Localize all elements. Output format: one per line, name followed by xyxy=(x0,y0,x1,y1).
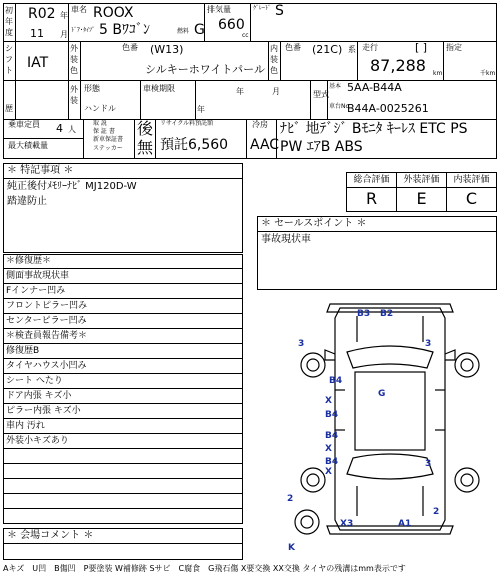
tire-depth-front-right: 3 xyxy=(425,339,432,349)
damage-mark-x: X xyxy=(325,396,332,406)
divider xyxy=(80,41,81,119)
divider xyxy=(327,80,328,119)
color-label: 色番 xyxy=(122,43,138,52)
exterior-color-label: 外装色 xyxy=(70,44,78,75)
interior-color-code-label: 色番 xyxy=(285,43,301,52)
divider xyxy=(134,119,135,159)
recycle-label: リサイクル料預託額 xyxy=(160,120,214,127)
interior-color-code: (21C) xyxy=(312,43,343,56)
divider xyxy=(68,3,69,41)
special-note-item: 純正後付ﾒﾓﾘｰﾅﾋﾞ MJ120D-W xyxy=(7,181,137,192)
divider xyxy=(268,41,269,80)
sticker-status: 無 xyxy=(137,138,154,157)
special-notes-title: ＊ 特記事項 ＊ xyxy=(4,164,242,179)
special-note-item: 踏違防止 xyxy=(7,196,47,207)
warranty-label: 保 証 書 xyxy=(93,128,115,135)
empty-row xyxy=(3,494,243,509)
month-unit: 月 xyxy=(60,30,68,39)
divider xyxy=(250,3,251,41)
divider xyxy=(204,3,205,41)
divider xyxy=(3,80,497,81)
divider xyxy=(280,41,281,80)
damage-mark-b4: B4 xyxy=(325,431,339,441)
sales-point-item: 事故現状車 xyxy=(261,234,311,245)
divider xyxy=(15,3,16,41)
inspector-title: ＊検査員報告備考＊ xyxy=(3,329,243,344)
inspector-item: シート へたり xyxy=(3,374,243,389)
repair-title: ＊修復歴＊ xyxy=(3,254,243,269)
divider xyxy=(68,41,69,119)
divider xyxy=(195,80,196,119)
registration-month-unit: 月 xyxy=(272,87,280,96)
divider xyxy=(310,80,311,119)
manual-label: 取 説 xyxy=(93,120,107,127)
color-name: シルキーホワイトパール xyxy=(145,63,265,76)
displacement-label: 排気量 xyxy=(207,5,231,14)
manual-status: 後 xyxy=(137,119,154,138)
venue-comment-title: ＊ 会場コメント ＊ xyxy=(7,530,94,541)
shift-label: シフト xyxy=(5,44,13,75)
divider xyxy=(140,80,141,119)
doors-label: ﾄﾞｱ･ﾀｲﾌﾟ xyxy=(71,27,96,34)
capacity-value: 4 xyxy=(56,122,63,135)
divider xyxy=(357,41,358,80)
damage-mark-x3: X3 xyxy=(340,519,354,529)
tire-depth-rear-right: 3 xyxy=(425,459,432,469)
divider xyxy=(3,138,83,139)
damage-mark-b4: B4 xyxy=(329,376,343,386)
load-label: 最大積載量 xyxy=(8,141,48,150)
car-damage-diagram xyxy=(285,290,495,560)
car-name: ROOX xyxy=(93,5,134,21)
mileage-bracket: [ ] xyxy=(415,41,428,54)
damage-mark-a1: A1 xyxy=(398,519,412,529)
interior-rating-value: C xyxy=(465,189,478,208)
equipment-line-1: ﾅﾋﾞ 地ﾃﾞｼﾞ Bﾓﾆﾀ ｷｰﾚｽ ETC PS xyxy=(280,121,468,137)
aircon-label: 冷房 xyxy=(252,120,268,129)
aircon-value: AAC xyxy=(250,137,280,153)
mileage-label: 走行 xyxy=(362,43,378,52)
divider xyxy=(276,119,277,159)
shape-label: 形態 xyxy=(84,84,100,93)
damage-mark-x: X xyxy=(325,444,332,454)
basic-label: 基本 xyxy=(329,83,342,90)
inspector-item: タイヤハウス小凹み xyxy=(3,359,243,374)
exterior-rating-cell xyxy=(397,173,447,211)
damage-mark-g: G xyxy=(378,389,386,399)
model-value: 5AA-B44A xyxy=(347,81,402,94)
repair-item: Fインナー凹み xyxy=(3,284,243,299)
registration-sub: 年 xyxy=(197,105,205,114)
chassis-value: B44A-0025261 xyxy=(347,102,429,115)
damage-mark-b2: B2 xyxy=(380,309,394,319)
car-name-label: 車名 xyxy=(71,5,87,14)
inspection-label: 指定 xyxy=(446,43,462,52)
inspector-item: ピラー内張 キズ小 xyxy=(3,404,243,419)
year-unit: 年 xyxy=(60,11,68,20)
empty-row xyxy=(3,479,243,494)
interior-rating-cell xyxy=(447,173,496,211)
fuel-label: 燃料 xyxy=(177,28,190,35)
total-rating-label: 総合評価 xyxy=(347,173,396,188)
color-code: (W13) xyxy=(150,43,184,56)
exterior-rating-value: E xyxy=(416,189,427,208)
empty-row xyxy=(3,449,243,464)
exterior-rating-label: 外装評価 xyxy=(397,173,446,188)
inspection-unit: 千km xyxy=(480,70,496,77)
damage-legend: Aキズ U凹 B傷凹 P要塗装 W補修跡 Sサビ C腐食 G飛石傷 X要交換 XX交換 タイヤの残溝はmm表示です xyxy=(3,564,406,573)
divider xyxy=(3,119,497,120)
divider xyxy=(155,119,156,159)
tire-depth-spare: 2 xyxy=(433,507,440,517)
special-notes-box xyxy=(3,163,243,253)
interior-suffix: 系 xyxy=(348,45,356,54)
tire-depth-front-left: 3 xyxy=(298,339,305,349)
divider xyxy=(15,41,16,119)
capacity-label: 乗車定員 xyxy=(8,120,40,129)
handle-label: ハンドル xyxy=(84,104,116,113)
sales-point-box xyxy=(257,216,497,290)
interior-rating-label: 内装評価 xyxy=(447,173,496,188)
divider xyxy=(246,119,247,159)
inspector-item: 車内 汚れ xyxy=(3,419,243,434)
interior-color-label: 内装色 xyxy=(270,44,278,75)
sales-point-title: ＊ セールスポイント ＊ xyxy=(258,217,496,232)
history-label: 歴 xyxy=(5,104,13,113)
repair-item: センターピラー凹み xyxy=(3,314,243,329)
month-value: 11 xyxy=(30,27,44,40)
chassis-label: 車台No. xyxy=(329,103,351,110)
empty-row xyxy=(3,464,243,479)
repair-item: 側面事故現状車 xyxy=(3,269,243,284)
grade-value: S xyxy=(275,3,284,19)
car-outline xyxy=(285,290,495,560)
ratings-box xyxy=(346,172,497,212)
recycle-value: 預託6,560 xyxy=(160,137,229,153)
equipment-line-2: PW ｴｱB ABS xyxy=(280,139,363,155)
total-rating-value: R xyxy=(365,189,378,208)
registration-label: 車検期限 xyxy=(143,84,175,93)
sticker-label: ステッカー xyxy=(93,145,123,152)
repair-item: フロントピラー凹み xyxy=(3,299,243,314)
inspector-item: 外装小キズあり xyxy=(3,434,243,449)
damage-mark-b4: B4 xyxy=(325,457,339,467)
inspector-item: 修復歴B xyxy=(3,344,243,359)
divider xyxy=(443,41,444,80)
year-era: R02 xyxy=(28,6,56,22)
doors-value: 5 Bﾜｺﾞﾝ xyxy=(99,22,150,38)
divider xyxy=(4,543,242,544)
fuel-value: G xyxy=(194,22,205,38)
mileage-unit: km xyxy=(433,70,443,77)
registration-year-unit: 年 xyxy=(236,87,244,96)
tire-depth-rear-left: 2 xyxy=(287,494,294,504)
model-label: 型式 xyxy=(313,90,329,99)
capacity-unit: 人 xyxy=(68,125,76,134)
new-car-warranty-label: 新車保証書 xyxy=(93,136,124,143)
year-label: 初年度 xyxy=(5,6,13,37)
displacement-unit: cc xyxy=(242,32,249,39)
total-rating-cell xyxy=(347,173,397,211)
divider xyxy=(83,119,84,159)
damage-mark-x: X xyxy=(325,467,332,477)
grade-label: ｸﾞﾚｰﾄﾞ xyxy=(253,5,272,12)
inspector-item: ドア内張 キズ小 xyxy=(3,389,243,404)
displacement-value: 660 xyxy=(218,17,245,33)
damage-mark-b4: B4 xyxy=(325,410,339,420)
mileage-value: 87,288 xyxy=(370,56,426,75)
damage-mark-k: K xyxy=(288,543,295,553)
shift-value: IAT xyxy=(27,55,49,71)
exterior-label: 外装 xyxy=(70,85,78,105)
venue-comment-box xyxy=(3,528,243,560)
damage-mark-b3: B3 xyxy=(357,309,371,319)
